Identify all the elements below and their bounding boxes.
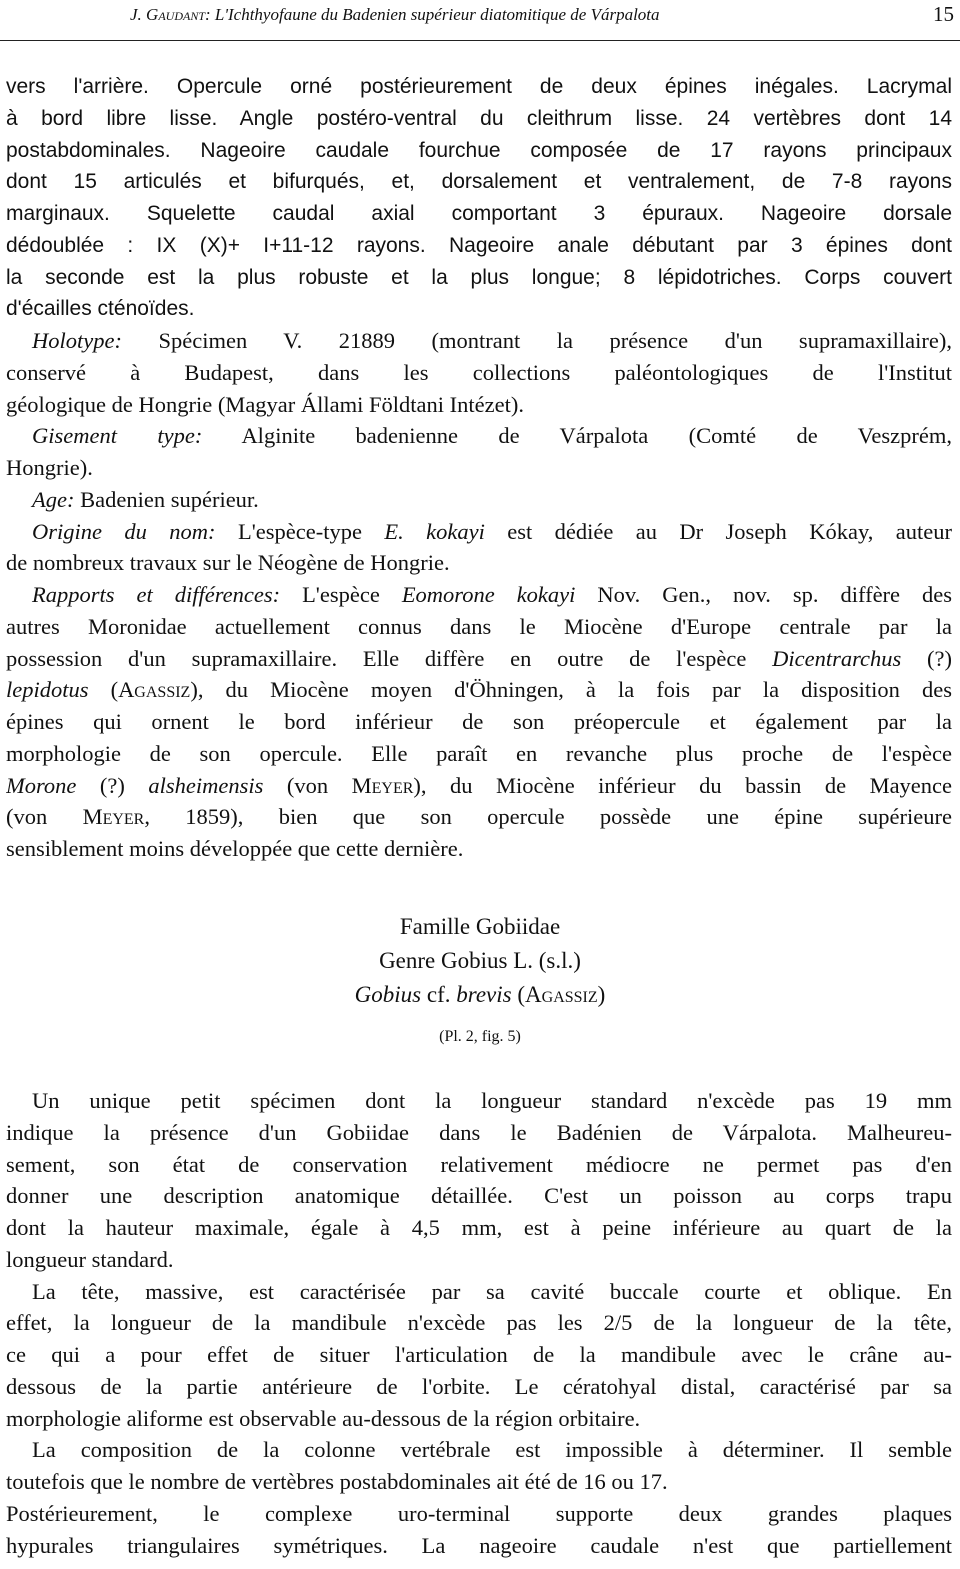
text-line: ce qui a pour effet de situer l'articulation de la mandibule avec le crâne au- [6,1342,952,1367]
rapports-text: , 1859), bien que son opercule possède une épine supérieure [144,804,952,830]
text-line: dont la hauteur maximale, égale à 4,5 mm, est à peine inférieure au quart de la [6,1215,952,1240]
text-line: La composition de la colonne vertébrale est impossible à déterminer. Il semble [32,1437,952,1463]
species-name: brevis [456,982,512,1007]
holotype-text: Spécimen V. 21889 (montrant la présence d'un supramaxillaire), [158,328,952,353]
text-line: vers l'arrière. Opercule orné postérieurement de deux épines inégales. Lacrymal [6,75,952,98]
species-name: alsheimensis [148,772,264,798]
text-line: hypurales triangulaires symétriques. La nageoire caudale n'est que partiellement [6,1532,952,1558]
genus-name: Dicentrarchus [772,645,902,671]
author-name: Agassiz [118,677,191,703]
family-heading: Famille Gobiidae [399,914,561,939]
text-line: Postérieurement, le complexe uro-terminal supporte deux grandes plaques [6,1500,952,1526]
text-line: postabdominales. Nageoire caudale fourchue composée de 17 rayons principaux [6,138,952,162]
rapports-text: ), du Miocène inférieur du bassin de Mayence [413,772,952,798]
page-number: 15 [933,2,954,26]
author-name: Meyer [82,804,145,830]
text-line: dessous de la partie antérieure de l'orbite. Le cératohyal distal, caractérisé par sa [6,1373,952,1399]
text-line: autres Moronidae actuellement connus dans le Miocène d'Europe centrale par la [6,613,952,639]
species-name: Eomorone kokayi [401,582,576,607]
rapports-text: (?) [99,772,125,798]
text-line: la seconde est la plus robuste et la plus longue; 8 lépidotriches. Corps couvert [6,265,952,289]
origine-line [6,516,952,548]
text-line: sement, son état de conservation relativement médiocre ne permet pas d'en [6,1151,952,1177]
gisement-label: Gisement type: [32,423,203,449]
gisement-text: Alginite badenienne de Várpalota (Comté de Veszprém, [241,423,952,449]
text-line: dont 15 articulés et bifurqués, et, dorsalement et ventralement, de 7-8 rayons [6,170,952,194]
text-line: géologique de Hongrie (Magyar Állami Földtani Intézet). [6,391,524,417]
holotype-label: Holotype: [32,328,122,353]
species-name: lepidotus [6,677,89,703]
species-qualifier: cf. [426,982,451,1007]
author-name: Agassiz [525,982,598,1007]
text-line: (von Meyer, 1859), bien que son opercule possède une épine supérieure [6,804,952,830]
gisement-line [6,420,952,452]
text-line: morphologie aliforme est observable au-dessous de la région orbitaire. [6,1405,641,1431]
text-line: lepidotus (Agassiz), du Miocène moyen d'Öhningen, à la fois par la disposition des [6,677,952,703]
origine-label: Origine du nom: [32,518,216,544]
genus-heading: Genre Gobius L. (s.l.) [379,948,581,973]
holotype-line [6,325,952,357]
text-line: donner une description anatomique détaillée. C'est un poisson au corps trapu [6,1183,952,1209]
genus-name: Morone [6,772,77,798]
rapports-text: (?) [927,645,952,671]
text-line: dédoublée : IX (X)+ I+11-12 rayons. Nageoire anale débutant par 3 épines dont [6,233,952,257]
genus-name: Gobius [354,982,422,1007]
age-label: Age: [32,486,75,512]
running-head-title: L'Ichthyofaune du Badenien supérieur diatomitique de Várpalota [214,5,660,24]
text-line: Morone (?) alsheimensis (von Meyer), du Miocène inférieur du bassin de Mayence [6,772,952,798]
rapports-text: possession d'un supramaxillaire. Elle diffère en outre de l'espèce [6,645,747,671]
text-line: Un unique petit spécimen dont la longueur standard n'excède pas 19 mm [32,1088,952,1113]
running-head-author: J. Gaudant: [130,5,211,24]
origine-text: L'espèce-type [237,518,362,544]
text-line: de nombreux travaux sur le Néogène de Hongrie. [6,550,450,576]
text-line: morphologie de son opercule. Elle paraît en revanche plus proche de l'espèce [6,740,952,766]
author-name: Meyer [351,772,414,798]
rapports-text: Nov. Gen., nov. sp. diffère des [597,582,952,607]
plate-reference: (Pl. 2, fig. 5) [439,1028,521,1045]
text-line: longueur standard. [6,1246,174,1272]
text-line [6,643,952,675]
text-line: effet, la longueur de la mandibule n'excède pas les 2/5 de la longueur de la tête, [6,1310,952,1336]
text-line: La tête, massive, est caractérisée par sa cavité buccale courte et oblique. En [32,1278,952,1304]
age-line [6,484,952,516]
text-line: indique la présence d'un Gobiidae dans le Badénien de Várpalota. Malheureu- [6,1119,952,1145]
text-line: à bord libre lisse. Angle postéro-ventral du cleithrum lisse. 24 vertèbres dont 14 [6,106,952,130]
origine-text: est dédiée au Dr Joseph Kókay, auteur [507,518,952,544]
rapports-text: ), du Miocène moyen d'Öhningen, à la fois par la disposition des [190,677,952,703]
running-head [130,5,660,25]
description-paragraph [6,71,952,865]
rapports-line [6,579,952,611]
rapports-label: Rapports et différences: [32,582,281,607]
text-line: marginaux. Squelette caudal axial comportant 3 épuraux. Nageoire dorsale [6,202,952,225]
age-text: Badenien supérieur. [80,486,259,512]
rapports-text: L'espèce [302,582,380,607]
text-line: toutefois que le nombre de vertèbres postabdominales ait été de 16 ou 17. [6,1469,668,1494]
gobius-description [6,1085,952,1561]
text-line: épines qui ornent le bord inférieur de son préopercule et également par la [6,709,952,734]
text-line: sensiblement moins développée que cette dernière. [6,836,464,861]
species-name: E. kokayi [384,518,485,544]
text-line: Hongrie). [6,455,93,480]
species-heading: Gobius cf. brevis (Agassiz) [354,982,606,1007]
text-line: conservé à Budapest, dans les collections paléontologiques de l'Institut [6,359,952,385]
page-header [0,0,960,41]
text-line: d'écailles cténoïdes. [6,297,195,321]
